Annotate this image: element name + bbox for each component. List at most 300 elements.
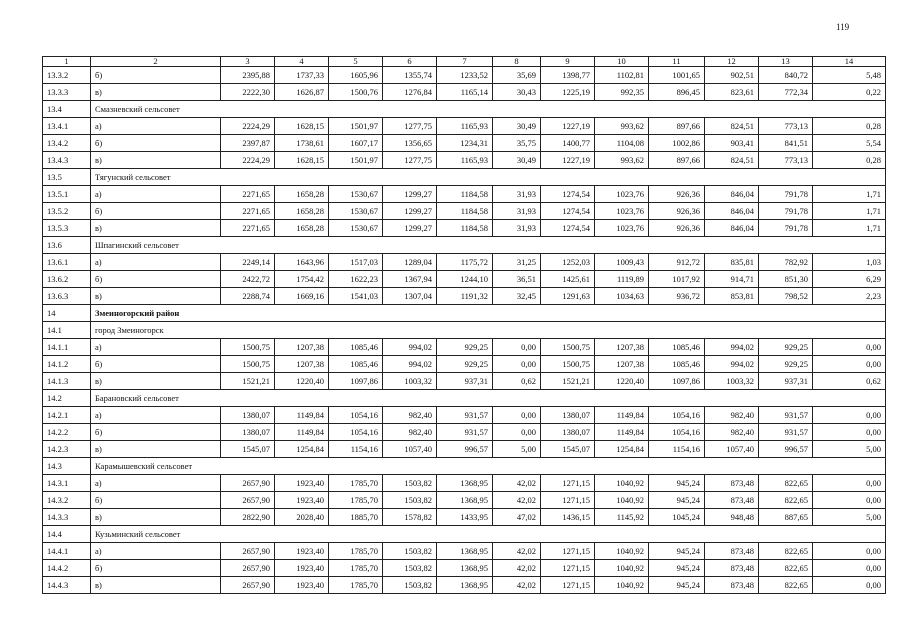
- value-cell: 1165,93: [437, 118, 493, 135]
- value-cell: 1271,15: [541, 475, 595, 492]
- row-label: б): [91, 356, 221, 373]
- value-cell: 1184,58: [437, 203, 493, 220]
- group-title: Кузьминский сельсовет: [91, 526, 886, 543]
- value-cell: 1658,28: [275, 220, 329, 237]
- column-header: 8: [493, 57, 541, 67]
- value-cell: 5,00: [493, 441, 541, 458]
- table-row: [43, 118, 886, 135]
- value-cell: 36,51: [493, 271, 541, 288]
- value-cell: 5,48: [813, 67, 886, 84]
- row-label: а): [91, 186, 221, 203]
- row-code: 14.2.3: [43, 441, 91, 458]
- table-row: [43, 560, 886, 577]
- value-cell: 1628,15: [275, 152, 329, 169]
- value-cell: 1500,75: [221, 356, 275, 373]
- table-row: [43, 492, 886, 509]
- value-cell: 982,40: [383, 407, 437, 424]
- table-row: [43, 67, 886, 84]
- value-cell: 0,00: [813, 560, 886, 577]
- value-cell: 1500,75: [541, 356, 595, 373]
- value-cell: 823,61: [705, 84, 759, 101]
- value-cell: 1207,38: [595, 356, 649, 373]
- value-cell: 1003,32: [705, 373, 759, 390]
- value-cell: 31,93: [493, 203, 541, 220]
- row-code: 14.3.3: [43, 509, 91, 526]
- value-cell: 994,02: [383, 339, 437, 356]
- value-cell: 0,00: [813, 475, 886, 492]
- value-cell: 1368,95: [437, 475, 493, 492]
- value-cell: 0,00: [813, 492, 886, 509]
- row-code: 14.2.1: [43, 407, 91, 424]
- value-cell: 1154,16: [649, 441, 705, 458]
- value-cell: 1500,76: [329, 84, 383, 101]
- value-cell: 1149,84: [275, 424, 329, 441]
- value-cell: 1274,54: [541, 220, 595, 237]
- value-cell: 2028,40: [275, 509, 329, 526]
- value-cell: 1737,33: [275, 67, 329, 84]
- value-cell: 851,30: [759, 271, 813, 288]
- row-code: 13.6: [43, 237, 91, 254]
- value-cell: 1023,76: [595, 186, 649, 203]
- value-cell: 1628,15: [275, 118, 329, 135]
- value-cell: 0,00: [493, 339, 541, 356]
- value-cell: 945,24: [649, 560, 705, 577]
- value-cell: 914,71: [705, 271, 759, 288]
- value-cell: 0,22: [813, 84, 886, 101]
- value-cell: 1252,03: [541, 254, 595, 271]
- value-cell: 945,24: [649, 577, 705, 594]
- row-label: б): [91, 67, 221, 84]
- column-header: 5: [329, 57, 383, 67]
- value-cell: 1271,15: [541, 560, 595, 577]
- value-cell: 1277,75: [383, 118, 437, 135]
- value-cell: 1545,07: [221, 441, 275, 458]
- value-cell: 1054,16: [329, 407, 383, 424]
- row-label: а): [91, 407, 221, 424]
- row-code: 13.4.1: [43, 118, 91, 135]
- value-cell: 1658,28: [275, 203, 329, 220]
- value-cell: 1119,89: [595, 271, 649, 288]
- value-cell: 1244,10: [437, 271, 493, 288]
- column-header: 14: [813, 57, 886, 67]
- value-cell: 1521,21: [221, 373, 275, 390]
- value-cell: 0,28: [813, 118, 886, 135]
- row-label: а): [91, 543, 221, 560]
- value-cell: 5,54: [813, 135, 886, 152]
- value-cell: 2271,65: [221, 186, 275, 203]
- table-row: [43, 186, 886, 203]
- value-cell: 1040,92: [595, 475, 649, 492]
- table-row: [43, 356, 886, 373]
- row-label: в): [91, 373, 221, 390]
- value-cell: 1276,84: [383, 84, 437, 101]
- row-label: в): [91, 441, 221, 458]
- value-cell: 1057,40: [705, 441, 759, 458]
- value-cell: 822,65: [759, 577, 813, 594]
- row-code: 14: [43, 305, 91, 322]
- value-cell: 1145,92: [595, 509, 649, 526]
- value-cell: 994,02: [383, 356, 437, 373]
- value-cell: 42,02: [493, 577, 541, 594]
- value-cell: 1184,58: [437, 220, 493, 237]
- table-row: [43, 373, 886, 390]
- value-cell: 1271,15: [541, 543, 595, 560]
- value-cell: 1545,07: [541, 441, 595, 458]
- value-cell: 0,00: [493, 356, 541, 373]
- value-cell: 2657,90: [221, 577, 275, 594]
- value-cell: 1521,21: [541, 373, 595, 390]
- value-cell: 1299,27: [383, 186, 437, 203]
- value-cell: 1785,70: [329, 560, 383, 577]
- tariff-table: [42, 56, 886, 594]
- value-cell: 1207,38: [595, 339, 649, 356]
- value-cell: 1503,82: [383, 492, 437, 509]
- column-header: 3: [221, 57, 275, 67]
- value-cell: 1002,86: [649, 135, 705, 152]
- value-cell: 822,65: [759, 475, 813, 492]
- value-cell: 841,51: [759, 135, 813, 152]
- value-cell: 2395,88: [221, 67, 275, 84]
- group-title: Смазневский сельсовет: [91, 101, 886, 118]
- value-cell: 1234,31: [437, 135, 493, 152]
- value-cell: 772,34: [759, 84, 813, 101]
- value-cell: 1398,77: [541, 67, 595, 84]
- value-cell: 1503,82: [383, 475, 437, 492]
- value-cell: 1220,40: [275, 373, 329, 390]
- value-cell: 1165,14: [437, 84, 493, 101]
- value-cell: 929,25: [759, 339, 813, 356]
- value-cell: 1,03: [813, 254, 886, 271]
- row-code: 13.5.1: [43, 186, 91, 203]
- value-cell: 0,00: [493, 424, 541, 441]
- value-cell: 1271,15: [541, 492, 595, 509]
- value-cell: 1040,92: [595, 560, 649, 577]
- value-cell: 0,28: [813, 152, 886, 169]
- value-cell: 2224,29: [221, 152, 275, 169]
- row-code: 13.3.2: [43, 67, 91, 84]
- value-cell: 1605,96: [329, 67, 383, 84]
- table-body: [43, 57, 886, 594]
- header-row: [43, 57, 886, 67]
- value-cell: 1184,58: [437, 186, 493, 203]
- group-title: Карамышевский сельсовет: [91, 458, 886, 475]
- value-cell: 992,35: [595, 84, 649, 101]
- group-title: Барановский сельсовет: [91, 390, 886, 407]
- value-cell: 791,78: [759, 203, 813, 220]
- table-row: [43, 441, 886, 458]
- value-cell: 1501,97: [329, 152, 383, 169]
- value-cell: 1923,40: [275, 543, 329, 560]
- value-cell: 1054,16: [649, 424, 705, 441]
- value-cell: 1277,75: [383, 152, 437, 169]
- table-row: [43, 271, 886, 288]
- value-cell: 1785,70: [329, 543, 383, 560]
- row-label: б): [91, 135, 221, 152]
- row-label: в): [91, 288, 221, 305]
- value-cell: 1254,84: [595, 441, 649, 458]
- value-cell: 1271,15: [541, 577, 595, 594]
- value-cell: 47,02: [493, 509, 541, 526]
- column-header: 4: [275, 57, 329, 67]
- value-cell: 1367,94: [383, 271, 437, 288]
- value-cell: 791,78: [759, 186, 813, 203]
- value-cell: 1503,82: [383, 577, 437, 594]
- value-cell: 1578,82: [383, 509, 437, 526]
- value-cell: 1149,84: [275, 407, 329, 424]
- value-cell: 1669,16: [275, 288, 329, 305]
- row-label: б): [91, 203, 221, 220]
- value-cell: 2222,30: [221, 84, 275, 101]
- value-cell: 1289,04: [383, 254, 437, 271]
- value-cell: 1622,23: [329, 271, 383, 288]
- value-cell: 873,48: [705, 543, 759, 560]
- column-header: 7: [437, 57, 493, 67]
- value-cell: 0,00: [813, 339, 886, 356]
- row-code: 13.4.2: [43, 135, 91, 152]
- value-cell: 1380,07: [221, 424, 275, 441]
- value-cell: 840,72: [759, 67, 813, 84]
- row-label: в): [91, 84, 221, 101]
- value-cell: 1368,95: [437, 577, 493, 594]
- value-cell: 1097,86: [649, 373, 705, 390]
- value-cell: 1227,19: [541, 152, 595, 169]
- value-cell: 1023,76: [595, 203, 649, 220]
- value-cell: 1530,67: [329, 220, 383, 237]
- value-cell: 1085,46: [329, 356, 383, 373]
- value-cell: 1658,28: [275, 186, 329, 203]
- group-row: [43, 526, 886, 543]
- value-cell: 1530,67: [329, 186, 383, 203]
- value-cell: 994,02: [705, 339, 759, 356]
- group-row: [43, 322, 886, 339]
- value-cell: 2288,74: [221, 288, 275, 305]
- table-row: [43, 339, 886, 356]
- value-cell: 1254,84: [275, 441, 329, 458]
- column-header: 1: [43, 57, 91, 67]
- value-cell: 2271,65: [221, 220, 275, 237]
- value-cell: 873,48: [705, 475, 759, 492]
- column-header: 11: [649, 57, 705, 67]
- table-row: [43, 577, 886, 594]
- table-row: [43, 288, 886, 305]
- row-code: 13.4.3: [43, 152, 91, 169]
- value-cell: 822,65: [759, 560, 813, 577]
- row-code: 14.1: [43, 322, 91, 339]
- value-cell: 1227,19: [541, 118, 595, 135]
- row-code: 13.5.3: [43, 220, 91, 237]
- value-cell: 873,48: [705, 560, 759, 577]
- value-cell: 1738,61: [275, 135, 329, 152]
- value-cell: 931,57: [759, 407, 813, 424]
- value-cell: 926,36: [649, 186, 705, 203]
- value-cell: 1274,54: [541, 186, 595, 203]
- value-cell: 945,24: [649, 543, 705, 560]
- value-cell: 1400,77: [541, 135, 595, 152]
- column-header: 12: [705, 57, 759, 67]
- table-row: [43, 509, 886, 526]
- group-row: [43, 237, 886, 254]
- value-cell: 1785,70: [329, 475, 383, 492]
- value-cell: 30,43: [493, 84, 541, 101]
- value-cell: 1057,40: [383, 441, 437, 458]
- value-cell: 1154,16: [329, 441, 383, 458]
- value-cell: 945,24: [649, 492, 705, 509]
- value-cell: 982,40: [705, 424, 759, 441]
- row-code: 14.3.1: [43, 475, 91, 492]
- row-code: 14.1.2: [43, 356, 91, 373]
- row-code: 14.2: [43, 390, 91, 407]
- value-cell: 1001,65: [649, 67, 705, 84]
- value-cell: 5,00: [813, 441, 886, 458]
- value-cell: 926,36: [649, 220, 705, 237]
- value-cell: 937,31: [437, 373, 493, 390]
- value-cell: 798,52: [759, 288, 813, 305]
- value-cell: 982,40: [705, 407, 759, 424]
- value-cell: 903,41: [705, 135, 759, 152]
- value-cell: 929,25: [759, 356, 813, 373]
- value-cell: 1085,46: [329, 339, 383, 356]
- row-label: б): [91, 560, 221, 577]
- value-cell: 31,93: [493, 220, 541, 237]
- value-cell: 931,57: [437, 407, 493, 424]
- value-cell: 1356,65: [383, 135, 437, 152]
- table-row: [43, 84, 886, 101]
- group-row: [43, 458, 886, 475]
- value-cell: 994,02: [705, 356, 759, 373]
- row-code: 13.5.2: [43, 203, 91, 220]
- table-row: [43, 220, 886, 237]
- value-cell: 0,00: [813, 356, 886, 373]
- row-label: б): [91, 424, 221, 441]
- value-cell: 982,40: [383, 424, 437, 441]
- value-cell: 1425,61: [541, 271, 595, 288]
- value-cell: 1541,03: [329, 288, 383, 305]
- value-cell: 846,04: [705, 186, 759, 203]
- value-cell: 30,49: [493, 152, 541, 169]
- value-cell: 1299,27: [383, 220, 437, 237]
- row-label: в): [91, 152, 221, 169]
- value-cell: 1040,92: [595, 577, 649, 594]
- row-label: б): [91, 492, 221, 509]
- value-cell: 873,48: [705, 492, 759, 509]
- value-cell: 897,66: [649, 118, 705, 135]
- value-cell: 6,29: [813, 271, 886, 288]
- value-cell: 2271,65: [221, 203, 275, 220]
- value-cell: 1009,43: [595, 254, 649, 271]
- table-row: [43, 203, 886, 220]
- value-cell: 1923,40: [275, 560, 329, 577]
- value-cell: 2657,90: [221, 475, 275, 492]
- page-number: 119: [836, 22, 850, 32]
- group-title: Шпагинский сельсовет: [91, 237, 886, 254]
- value-cell: 853,81: [705, 288, 759, 305]
- value-cell: 1207,38: [275, 339, 329, 356]
- value-cell: 1368,95: [437, 492, 493, 509]
- value-cell: 1165,93: [437, 152, 493, 169]
- row-code: 14.4.2: [43, 560, 91, 577]
- value-cell: 1436,15: [541, 509, 595, 526]
- value-cell: 0,00: [813, 577, 886, 594]
- table-row: [43, 254, 886, 271]
- value-cell: 931,57: [437, 424, 493, 441]
- table-row: [43, 475, 886, 492]
- value-cell: 1503,82: [383, 543, 437, 560]
- value-cell: 1054,16: [329, 424, 383, 441]
- value-cell: 0,00: [813, 424, 886, 441]
- row-label: а): [91, 254, 221, 271]
- value-cell: 948,48: [705, 509, 759, 526]
- value-cell: 1501,97: [329, 118, 383, 135]
- value-cell: 1754,42: [275, 271, 329, 288]
- value-cell: 0,00: [493, 407, 541, 424]
- row-code: 13.4: [43, 101, 91, 118]
- row-label: в): [91, 220, 221, 237]
- group-row: [43, 101, 886, 118]
- value-cell: 42,02: [493, 560, 541, 577]
- table-row: [43, 424, 886, 441]
- value-cell: 936,72: [649, 288, 705, 305]
- value-cell: 1054,16: [649, 407, 705, 424]
- value-cell: 773,13: [759, 118, 813, 135]
- value-cell: 993,62: [595, 118, 649, 135]
- value-cell: 1503,82: [383, 560, 437, 577]
- value-cell: 1233,52: [437, 67, 493, 84]
- value-cell: 1207,38: [275, 356, 329, 373]
- group-title: Тягунский сельсовет: [91, 169, 886, 186]
- value-cell: 873,48: [705, 577, 759, 594]
- value-cell: 1045,24: [649, 509, 705, 526]
- row-code: 14.4.1: [43, 543, 91, 560]
- value-cell: 824,51: [705, 118, 759, 135]
- value-cell: 1,71: [813, 220, 886, 237]
- value-cell: 0,00: [813, 543, 886, 560]
- value-cell: 42,02: [493, 475, 541, 492]
- value-cell: 835,81: [705, 254, 759, 271]
- value-cell: 2822,90: [221, 509, 275, 526]
- value-cell: 945,24: [649, 475, 705, 492]
- value-cell: 2657,90: [221, 560, 275, 577]
- table-row: [43, 135, 886, 152]
- value-cell: 1307,04: [383, 288, 437, 305]
- column-header: 13: [759, 57, 813, 67]
- value-cell: 782,92: [759, 254, 813, 271]
- value-cell: 35,69: [493, 67, 541, 84]
- value-cell: 5,00: [813, 509, 886, 526]
- value-cell: 1175,72: [437, 254, 493, 271]
- row-label: а): [91, 339, 221, 356]
- row-code: 14.1.1: [43, 339, 91, 356]
- column-header: 10: [595, 57, 649, 67]
- value-cell: 773,13: [759, 152, 813, 169]
- value-cell: 1017,92: [649, 271, 705, 288]
- value-cell: 2397,87: [221, 135, 275, 152]
- section-row: [43, 305, 886, 322]
- value-cell: 1,71: [813, 203, 886, 220]
- group-row: [43, 169, 886, 186]
- value-cell: 1040,92: [595, 543, 649, 560]
- row-code: 14.4: [43, 526, 91, 543]
- value-cell: 1643,96: [275, 254, 329, 271]
- row-code: 14.3: [43, 458, 91, 475]
- value-cell: 1607,17: [329, 135, 383, 152]
- value-cell: 1003,32: [383, 373, 437, 390]
- value-cell: 902,51: [705, 67, 759, 84]
- value-cell: 1102,81: [595, 67, 649, 84]
- row-code: 14.3.2: [43, 492, 91, 509]
- value-cell: 1626,87: [275, 84, 329, 101]
- value-cell: 929,25: [437, 339, 493, 356]
- value-cell: 1368,95: [437, 543, 493, 560]
